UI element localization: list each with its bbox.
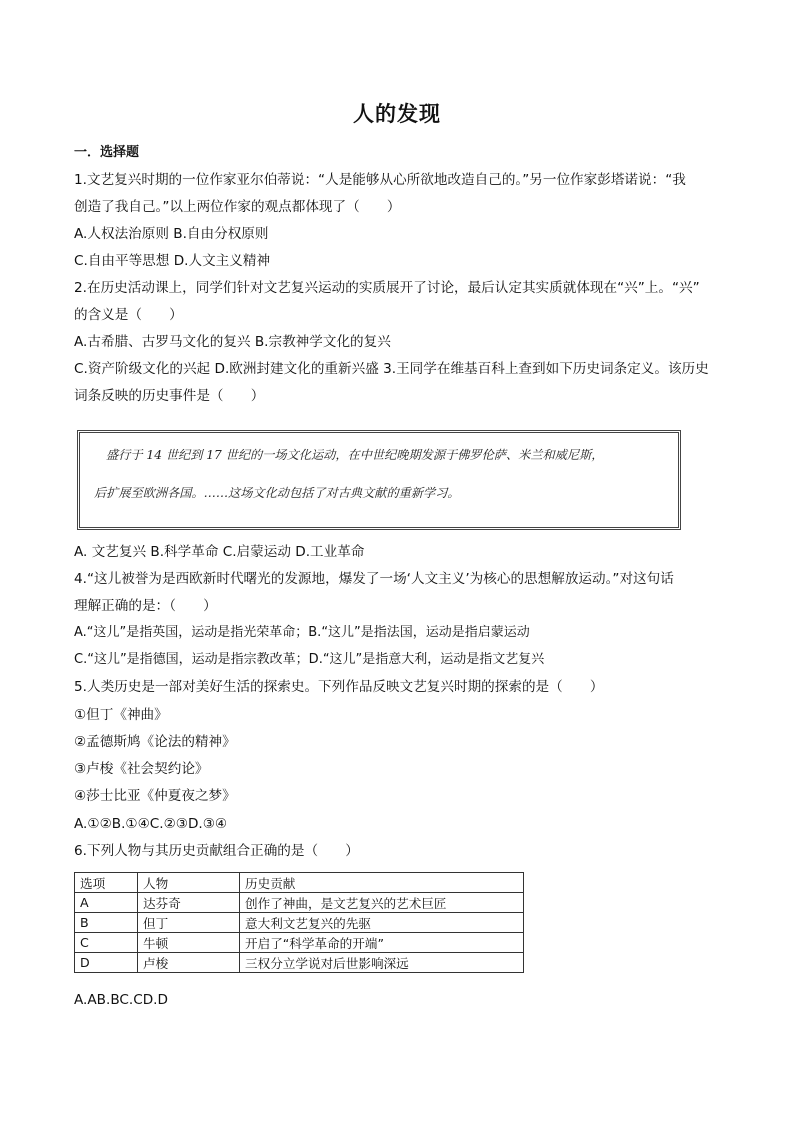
table-header-row — [75, 873, 524, 893]
table-cell: C — [75, 933, 138, 953]
table-row — [75, 893, 524, 913]
table-cell: 达芬奇 — [138, 893, 240, 913]
q3-options: A. 文艺复兴 B.科学革命 C.启蒙运动 D.工业革命 — [74, 544, 365, 560]
q5-stem: 5.人类历史是一部对美好生活的探索史。下列作品反映文艺复兴时期的探索的是（ ） — [74, 679, 604, 695]
table-cell: D — [75, 953, 138, 973]
q4-stem-line1: 4.“这儿被誉为是西欧新时代曙光的发源地，爆发了一场‘人文主义’为核心的思想解放运动。”对这句话 — [74, 571, 674, 587]
table-cell: 意大利文艺复兴的先驱 — [240, 913, 524, 933]
table-header-cell: 选项 — [75, 873, 138, 893]
table-header-cell: 历史贡献 — [240, 873, 524, 893]
q1-options-line1: A.人权法治原则 B.自由分权原则 — [74, 226, 269, 242]
table-cell: A — [75, 893, 138, 913]
q1-stem-line2: 创造了我自己。”以上两位作家的观点都体现了（ ） — [74, 199, 401, 215]
table-row — [75, 953, 524, 973]
q5-options: A.①②B.①④C.②③D.③④ — [74, 816, 228, 832]
q2-options-line1: A.古希腊、古罗马文化的复兴 B.宗教神学文化的复兴 — [74, 334, 391, 350]
table-row — [75, 913, 524, 933]
q6-table — [74, 872, 524, 973]
q2-stem-line2: 的含义是（ ） — [74, 307, 183, 323]
q5-item: ②孟德斯鸠《论法的精神》 — [74, 734, 236, 750]
quote-line: 盛行于 14 世纪到 17 世纪的一场文化运动，在中世纪晚期发源于佛罗伦萨、米兰和威尼斯， — [106, 448, 604, 462]
q6-options: A.AB.BC.CD.D — [74, 992, 168, 1008]
table-cell: B — [75, 913, 138, 933]
q1-options-line2: C.自由平等思想 D.人文主义精神 — [74, 253, 271, 269]
table-header-cell: 人物 — [138, 873, 240, 893]
table-row — [75, 933, 524, 953]
table-cell: 牛顿 — [138, 933, 240, 953]
quote-box — [77, 430, 681, 530]
q5-item: ①但丁《神曲》 — [74, 707, 168, 723]
table-cell: 卢梭 — [138, 953, 240, 973]
table-cell: 三权分立学说对后世影响深远 — [240, 953, 524, 973]
table-cell: 创作了神曲，是文艺复兴的艺术巨匠 — [240, 893, 524, 913]
q6-stem: 6.下列人物与其历史贡献组合正确的是（ ） — [74, 843, 359, 859]
table-cell: 但丁 — [138, 913, 240, 933]
section-heading: 一．选择题 — [74, 145, 140, 160]
q4-options-line2: C.“这儿”是指德国，运动是指宗教改革；D.“这儿”是指意大利，运动是指文艺复兴 — [74, 652, 545, 667]
q1-stem-line1: 1.文艺复兴时期的一位作家亚尔伯蒂说：“人是能够从心所欲地改造自己的。”另一位作家彭塔诺说：“我 — [74, 172, 686, 188]
q4-stem-line2: 理解正确的是：（ ） — [74, 598, 217, 614]
q5-item: ③卢梭《社会契约论》 — [74, 761, 209, 777]
q2-stem-line1: 2.在历史活动课上，同学们针对文艺复兴运动的实质展开了讨论，最后认定其实质就体现在“兴”上。“兴” — [74, 280, 700, 296]
table-cell: 开启了“科学革命的开端” — [240, 933, 524, 953]
quote-line: 后扩展至欧洲各国。……这场文化动包括了对古典文献的重新学习。 — [94, 486, 460, 500]
q3-stem-line2: 词条反映的历史事件是（ ） — [74, 388, 265, 404]
page-title: 人的发现 — [353, 101, 441, 126]
q2-options-line2: C.资产阶级文化的兴起 D.欧洲封建文化的重新兴盛 3.王同学在维基百科上查到如下历史词条定义。该历史 — [74, 361, 709, 377]
q5-item: ④莎士比亚《仲夏夜之梦》 — [74, 788, 236, 804]
q4-options-line1: A.“这儿”是指英国，运动是指光荣革命；B.“这儿”是指法国，运动是指启蒙运动 — [74, 625, 530, 640]
